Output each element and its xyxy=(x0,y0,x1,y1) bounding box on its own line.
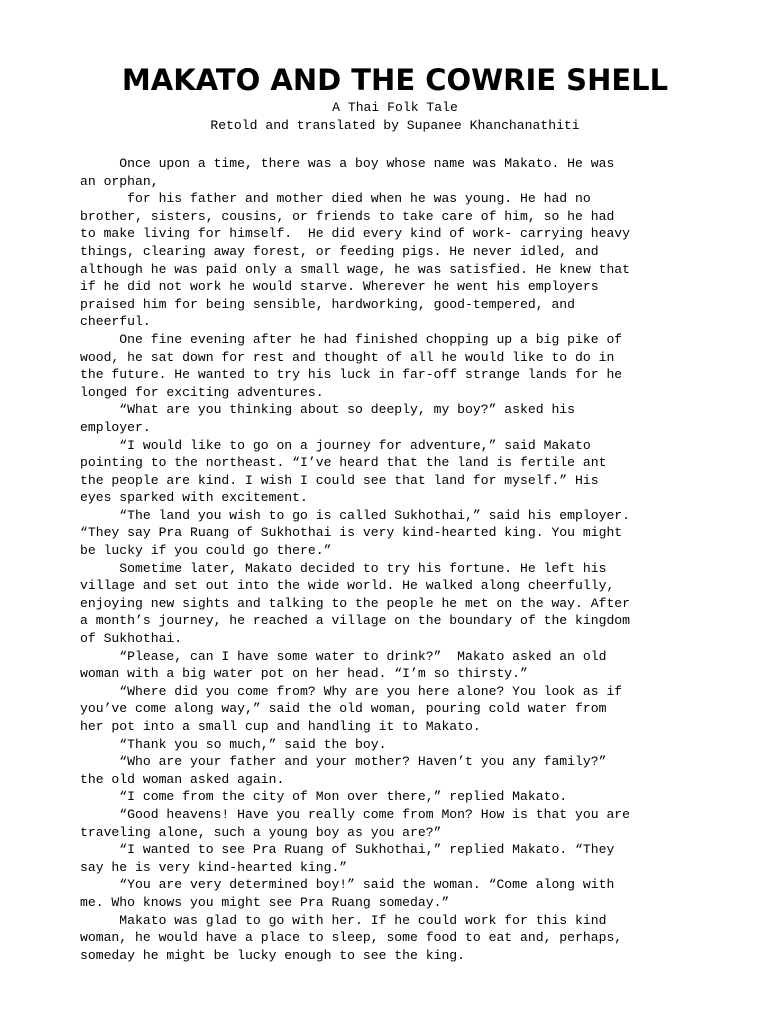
story-line: be lucky if you could go there.” xyxy=(80,543,332,559)
story-line: “Where did you come from? Why are you here alone? You look as if xyxy=(80,683,623,699)
story-line: Makato was glad to go with her. If he could work for this kind xyxy=(80,912,607,928)
story-line: the old woman asked again. xyxy=(80,771,285,787)
story-line: “I would like to go on a journey for adventure,” said Makato xyxy=(80,437,591,453)
story-line: woman with a big water pot on her head. “I’m so thirsty.” xyxy=(80,666,528,682)
document-title: MAKATO AND THE COWRIE SHELL xyxy=(121,63,669,97)
story-line: longed for exciting adventures. xyxy=(80,384,324,400)
story-line: enjoying new sights and talking to the people he met on the way. After xyxy=(80,595,631,611)
story-line: One fine evening after he had finished chopping up a big pike of xyxy=(80,331,623,347)
story-line: Sometime later, Makato decided to try his fortune. He left his xyxy=(80,560,607,576)
story-line: eyes sparked with excitement. xyxy=(80,490,308,506)
story-line: me. Who knows you might see Pra Ruang someday.” xyxy=(80,894,450,910)
story-line: employer. xyxy=(80,419,151,435)
story-line: if he did not work he would starve. Wherever he went his employers xyxy=(80,279,599,295)
story-line: someday he might be lucky enough to see the king. xyxy=(80,947,466,963)
story-line: “They say Pra Ruang of Sukhothai is very kind-hearted king. You might xyxy=(80,525,623,541)
story-line: pointing to the northeast. “I’ve heard that the land is fertile ant xyxy=(80,455,607,471)
story-line: of Sukhothai. xyxy=(80,631,183,647)
story-line: traveling alone, such a young boy as you are?” xyxy=(80,824,442,840)
story-line: wood, he sat down for rest and thought of all he would like to do in xyxy=(80,349,615,365)
story-line: village and set out into the wide world. He walked along cheerfully, xyxy=(80,578,615,594)
story-line: a month’s journey, he reached a village on the boundary of the kingdom xyxy=(80,613,631,629)
story-line: the people are kind. I wish I could see that land for myself.” His xyxy=(80,472,599,488)
story-line: brother, sisters, cousins, or friends to take care of him, so he had xyxy=(80,208,615,224)
story-line: “What are you thinking about so deeply, my boy?” asked his xyxy=(80,402,576,418)
story-line: “You are very determined boy!” said the woman. “Come along with xyxy=(80,877,615,893)
story-line: things, clearing away forest, or feeding pigs. He never idled, and xyxy=(80,243,599,259)
story-line: her pot into a small cup and handling it to Makato. xyxy=(80,719,481,734)
story-line: cheerful. xyxy=(80,314,151,330)
story-line: “The land you wish to go is called Sukhothai,” said his employer. xyxy=(80,507,631,523)
story-body xyxy=(80,155,740,964)
story-line: Once upon a time, there was a boy whose name was Makato. He was xyxy=(80,156,615,171)
story-line: you’ve come along way,” said the old woman, pouring cold water from xyxy=(80,701,607,717)
document-subtitle: A Thai Folk Tale xyxy=(332,100,458,115)
story-line: “Good heavens! Have you really come from Mon? How is that you are xyxy=(80,806,631,822)
story-line: for his father and mother died when he was young. He had no xyxy=(80,191,591,207)
story-line: “I come from the city of Mon over there,” replied Makato. xyxy=(80,789,568,805)
story-line: “Who are your father and your mother? Haven’t you any family?” xyxy=(80,754,607,770)
story-line: although he was paid only a small wage, he was satisfied. He knew that xyxy=(80,261,631,277)
document-credit: Retold and translated by Supanee Khanchanathiti xyxy=(210,118,580,133)
story-line: the future. He wanted to try his luck in far-off strange lands for he xyxy=(80,367,623,383)
story-line: “I wanted to see Pra Ruang of Sukhothai,” replied Makato. “They xyxy=(80,842,615,858)
story-line: to make living for himself. He did every kind of work- carrying heavy xyxy=(80,226,631,242)
story-line: praised him for being sensible, hardworking, good-tempered, and xyxy=(80,296,576,312)
story-line: an orphan, xyxy=(80,173,159,189)
story-line: say he is very kind-hearted king.” xyxy=(80,859,348,875)
story-line: woman, he would have a place to sleep, some food to eat and, perhaps, xyxy=(80,930,623,946)
story-line: “Please, can I have some water to drink?” Makato asked an old xyxy=(80,648,607,664)
story-line: “Thank you so much,” said the boy. xyxy=(80,736,387,752)
